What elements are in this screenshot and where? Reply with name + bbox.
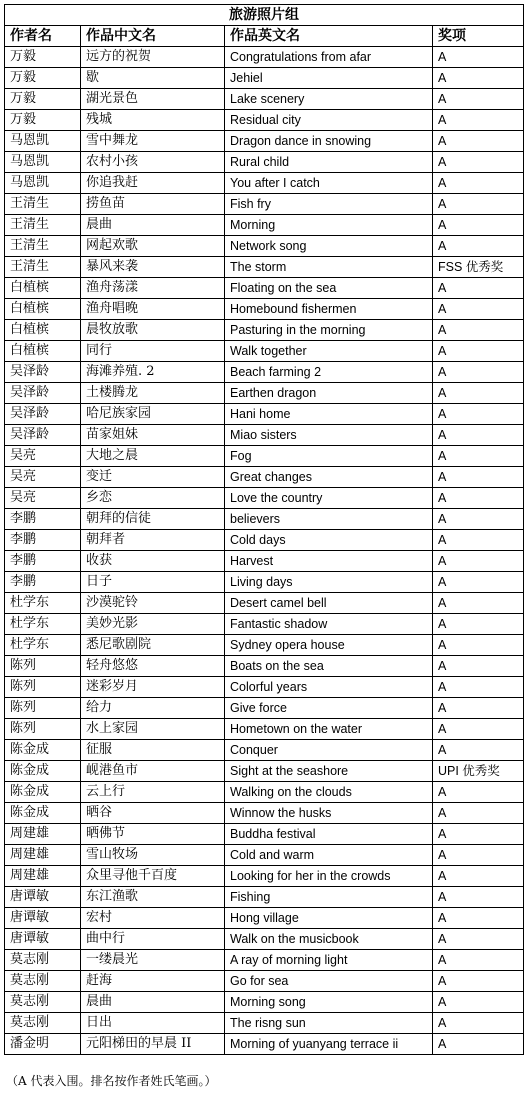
table-row bbox=[5, 68, 524, 89]
table-row bbox=[5, 509, 524, 530]
cell-author: 吴泽龄 bbox=[5, 404, 81, 425]
cell-author: 王清生 bbox=[5, 236, 81, 257]
cell-english-title: A ray of morning light bbox=[225, 950, 433, 971]
cell-english-title: Floating on the sea bbox=[225, 278, 433, 299]
table-row bbox=[5, 467, 524, 488]
cell-chinese-title: 朝拜者 bbox=[81, 530, 225, 551]
table-row bbox=[5, 320, 524, 341]
cell-author: 王清生 bbox=[5, 257, 81, 278]
cell-award: A bbox=[433, 635, 524, 656]
table-row bbox=[5, 488, 524, 509]
cell-author: 陈金成 bbox=[5, 761, 81, 782]
table-row bbox=[5, 1013, 524, 1034]
cell-author: 陈金成 bbox=[5, 782, 81, 803]
cell-chinese-title: 大地之晨 bbox=[81, 446, 225, 467]
table-row bbox=[5, 152, 524, 173]
table-row bbox=[5, 950, 524, 971]
cell-english-title: Hometown on the water bbox=[225, 719, 433, 740]
cell-english-title: Desert camel bell bbox=[225, 593, 433, 614]
table-row bbox=[5, 614, 524, 635]
cell-english-title: Fantastic shadow bbox=[225, 614, 433, 635]
table-row bbox=[5, 866, 524, 887]
cell-author: 陈列 bbox=[5, 677, 81, 698]
cell-award: A bbox=[433, 908, 524, 929]
table-row bbox=[5, 908, 524, 929]
cell-english-title: Colorful years bbox=[225, 677, 433, 698]
cell-english-title: Great changes bbox=[225, 467, 433, 488]
cell-award: A bbox=[433, 530, 524, 551]
cell-author: 周建雄 bbox=[5, 866, 81, 887]
cell-award: A bbox=[433, 341, 524, 362]
table-row bbox=[5, 236, 524, 257]
cell-english-title: Congratulations from afar bbox=[225, 47, 433, 68]
table-row bbox=[5, 215, 524, 236]
cell-author: 吴泽龄 bbox=[5, 383, 81, 404]
cell-english-title: Fog bbox=[225, 446, 433, 467]
cell-english-title: Jehiel bbox=[225, 68, 433, 89]
table-row bbox=[5, 1034, 524, 1055]
cell-chinese-title: 迷彩岁月 bbox=[81, 677, 225, 698]
cell-english-title: Looking for her in the crowds bbox=[225, 866, 433, 887]
cell-award: A bbox=[433, 488, 524, 509]
table-body bbox=[5, 47, 524, 1055]
cell-chinese-title: 众里寻他千百度 bbox=[81, 866, 225, 887]
cell-author: 白植槟 bbox=[5, 278, 81, 299]
cell-author: 李鹏 bbox=[5, 572, 81, 593]
table-row bbox=[5, 257, 524, 278]
cell-award: A bbox=[433, 740, 524, 761]
cell-english-title: Go for sea bbox=[225, 971, 433, 992]
cell-chinese-title: 晒谷 bbox=[81, 803, 225, 824]
cell-author: 李鹏 bbox=[5, 530, 81, 551]
cell-english-title: Love the country bbox=[225, 488, 433, 509]
cell-chinese-title: 征服 bbox=[81, 740, 225, 761]
table-row bbox=[5, 572, 524, 593]
cell-award: A bbox=[433, 425, 524, 446]
table-row bbox=[5, 341, 524, 362]
table-row bbox=[5, 929, 524, 950]
table-row bbox=[5, 425, 524, 446]
cell-english-title: Homebound fishermen bbox=[225, 299, 433, 320]
table-row bbox=[5, 194, 524, 215]
cell-author: 白植槟 bbox=[5, 320, 81, 341]
cell-english-title: Sydney opera house bbox=[225, 635, 433, 656]
cell-english-title: Walk together bbox=[225, 341, 433, 362]
cell-author: 潘金明 bbox=[5, 1034, 81, 1055]
cell-award: A bbox=[433, 1034, 524, 1055]
cell-chinese-title: 美妙光影 bbox=[81, 614, 225, 635]
cell-author: 吴亮 bbox=[5, 467, 81, 488]
cell-chinese-title: 暴风来袭 bbox=[81, 257, 225, 278]
cell-award: A bbox=[433, 614, 524, 635]
cell-author: 万毅 bbox=[5, 68, 81, 89]
table-row bbox=[5, 110, 524, 131]
cell-award: A bbox=[433, 509, 524, 530]
cell-award: A bbox=[433, 152, 524, 173]
cell-chinese-title: 远方的祝贺 bbox=[81, 47, 225, 68]
cell-english-title: Residual city bbox=[225, 110, 433, 131]
cell-english-title: Morning song bbox=[225, 992, 433, 1013]
table-row bbox=[5, 530, 524, 551]
table-row bbox=[5, 887, 524, 908]
cell-chinese-title: 晨牧放歌 bbox=[81, 320, 225, 341]
table-row bbox=[5, 782, 524, 803]
cell-english-title: Hong village bbox=[225, 908, 433, 929]
cell-english-title: Fishing bbox=[225, 887, 433, 908]
cell-author: 李鹏 bbox=[5, 551, 81, 572]
cell-english-title: Dragon dance in snowing bbox=[225, 131, 433, 152]
cell-english-title: Walking on the clouds bbox=[225, 782, 433, 803]
cell-chinese-title: 苗家姐妹 bbox=[81, 425, 225, 446]
cell-chinese-title: 同行 bbox=[81, 341, 225, 362]
cell-award: A bbox=[433, 887, 524, 908]
cell-award: A bbox=[433, 89, 524, 110]
cell-author: 马恩凯 bbox=[5, 131, 81, 152]
cell-chinese-title: 岘港鱼市 bbox=[81, 761, 225, 782]
cell-award: A bbox=[433, 110, 524, 131]
cell-english-title: Boats on the sea bbox=[225, 656, 433, 677]
cell-award: A bbox=[433, 278, 524, 299]
cell-chinese-title: 捞鱼苗 bbox=[81, 194, 225, 215]
cell-author: 李鹏 bbox=[5, 509, 81, 530]
table-row bbox=[5, 278, 524, 299]
cell-chinese-title: 赶海 bbox=[81, 971, 225, 992]
cell-chinese-title: 沙漠驼铃 bbox=[81, 593, 225, 614]
cell-author: 莫志刚 bbox=[5, 992, 81, 1013]
cell-chinese-title: 雪山牧场 bbox=[81, 845, 225, 866]
cell-chinese-title: 渔舟荡漾 bbox=[81, 278, 225, 299]
cell-chinese-title: 海滩养殖. 2 bbox=[81, 362, 225, 383]
cell-english-title: Pasturing in the morning bbox=[225, 320, 433, 341]
cell-author: 万毅 bbox=[5, 110, 81, 131]
cell-english-title: Walk on the musicbook bbox=[225, 929, 433, 950]
title-row bbox=[5, 5, 524, 26]
cell-award: A bbox=[433, 656, 524, 677]
table-row bbox=[5, 740, 524, 761]
header-author: 作者名 bbox=[5, 26, 81, 47]
cell-chinese-title: 云上行 bbox=[81, 782, 225, 803]
cell-author: 杜学东 bbox=[5, 614, 81, 635]
cell-award: FSS 优秀奖 bbox=[433, 257, 524, 278]
cell-chinese-title: 元阳梯田的早晨 II bbox=[81, 1034, 225, 1055]
table-row bbox=[5, 593, 524, 614]
cell-chinese-title: 给力 bbox=[81, 698, 225, 719]
cell-chinese-title: 宏村 bbox=[81, 908, 225, 929]
table-row bbox=[5, 635, 524, 656]
cell-award: A bbox=[433, 467, 524, 488]
cell-award: A bbox=[433, 299, 524, 320]
cell-award: A bbox=[433, 362, 524, 383]
table-row bbox=[5, 131, 524, 152]
cell-award: A bbox=[433, 677, 524, 698]
cell-award: A bbox=[433, 383, 524, 404]
cell-author: 莫志刚 bbox=[5, 1013, 81, 1034]
cell-chinese-title: 日出 bbox=[81, 1013, 225, 1034]
cell-author: 唐谭敏 bbox=[5, 929, 81, 950]
cell-chinese-title: 雪中舞龙 bbox=[81, 131, 225, 152]
table-row bbox=[5, 677, 524, 698]
cell-english-title: Buddha festival bbox=[225, 824, 433, 845]
cell-author: 王清生 bbox=[5, 194, 81, 215]
table-row bbox=[5, 551, 524, 572]
cell-author: 吴泽龄 bbox=[5, 362, 81, 383]
cell-english-title: The storm bbox=[225, 257, 433, 278]
table-row bbox=[5, 89, 524, 110]
cell-award: A bbox=[433, 803, 524, 824]
cell-english-title: You after I catch bbox=[225, 173, 433, 194]
cell-author: 万毅 bbox=[5, 89, 81, 110]
cell-english-title: Morning of yuanyang terrace ii bbox=[225, 1034, 433, 1055]
cell-chinese-title: 湖光景色 bbox=[81, 89, 225, 110]
table-row bbox=[5, 698, 524, 719]
table-row bbox=[5, 992, 524, 1013]
cell-award: A bbox=[433, 68, 524, 89]
table-row bbox=[5, 803, 524, 824]
cell-chinese-title: 网起欢歌 bbox=[81, 236, 225, 257]
cell-award: A bbox=[433, 173, 524, 194]
cell-award: A bbox=[433, 572, 524, 593]
cell-author: 唐谭敏 bbox=[5, 908, 81, 929]
header-english-title: 作品英文名 bbox=[225, 26, 433, 47]
cell-chinese-title: 农村小孩 bbox=[81, 152, 225, 173]
cell-award: A bbox=[433, 194, 524, 215]
cell-award: A bbox=[433, 236, 524, 257]
cell-chinese-title: 朝拜的信徒 bbox=[81, 509, 225, 530]
cell-author: 王清生 bbox=[5, 215, 81, 236]
results-table bbox=[4, 4, 524, 1055]
cell-chinese-title: 晨曲 bbox=[81, 215, 225, 236]
cell-award: A bbox=[433, 929, 524, 950]
cell-award: A bbox=[433, 950, 524, 971]
cell-english-title: Cold days bbox=[225, 530, 433, 551]
header-award: 奖项 bbox=[433, 26, 524, 47]
table-row bbox=[5, 971, 524, 992]
cell-author: 陈列 bbox=[5, 656, 81, 677]
cell-chinese-title: 东江渔歌 bbox=[81, 887, 225, 908]
cell-chinese-title: 晨曲 bbox=[81, 992, 225, 1013]
table-row bbox=[5, 719, 524, 740]
cell-award: A bbox=[433, 131, 524, 152]
cell-english-title: Cold and warm bbox=[225, 845, 433, 866]
cell-chinese-title: 日子 bbox=[81, 572, 225, 593]
cell-award: A bbox=[433, 971, 524, 992]
cell-chinese-title: 晒佛节 bbox=[81, 824, 225, 845]
cell-author: 杜学东 bbox=[5, 635, 81, 656]
table-row bbox=[5, 299, 524, 320]
cell-award: A bbox=[433, 698, 524, 719]
cell-english-title: Miao sisters bbox=[225, 425, 433, 446]
cell-award: UPI 优秀奖 bbox=[433, 761, 524, 782]
table-row bbox=[5, 446, 524, 467]
cell-english-title: Conquer bbox=[225, 740, 433, 761]
cell-award: A bbox=[433, 404, 524, 425]
cell-chinese-title: 渔舟唱晚 bbox=[81, 299, 225, 320]
cell-english-title: Fish fry bbox=[225, 194, 433, 215]
cell-author: 陈列 bbox=[5, 719, 81, 740]
cell-award: A bbox=[433, 719, 524, 740]
cell-chinese-title: 曲中行 bbox=[81, 929, 225, 950]
cell-chinese-title: 收获 bbox=[81, 551, 225, 572]
cell-english-title: Lake scenery bbox=[225, 89, 433, 110]
cell-author: 马恩凯 bbox=[5, 152, 81, 173]
cell-author: 吴亮 bbox=[5, 488, 81, 509]
cell-chinese-title: 一缕晨光 bbox=[81, 950, 225, 971]
header-chinese-title: 作品中文名 bbox=[81, 26, 225, 47]
header-row bbox=[5, 26, 524, 47]
cell-author: 陈金成 bbox=[5, 740, 81, 761]
cell-author: 白植槟 bbox=[5, 341, 81, 362]
cell-author: 周建雄 bbox=[5, 845, 81, 866]
cell-award: A bbox=[433, 215, 524, 236]
cell-award: A bbox=[433, 47, 524, 68]
cell-chinese-title: 变迁 bbox=[81, 467, 225, 488]
cell-chinese-title: 残城 bbox=[81, 110, 225, 131]
cell-english-title: Give force bbox=[225, 698, 433, 719]
cell-award: A bbox=[433, 845, 524, 866]
cell-author: 莫志刚 bbox=[5, 950, 81, 971]
cell-english-title: Network song bbox=[225, 236, 433, 257]
cell-author: 周建雄 bbox=[5, 824, 81, 845]
cell-english-title: Beach farming 2 bbox=[225, 362, 433, 383]
cell-english-title: Winnow the husks bbox=[225, 803, 433, 824]
cell-award: A bbox=[433, 1013, 524, 1034]
cell-chinese-title: 土楼腾龙 bbox=[81, 383, 225, 404]
table-row bbox=[5, 845, 524, 866]
cell-chinese-title: 乡恋 bbox=[81, 488, 225, 509]
cell-english-title: Hani home bbox=[225, 404, 433, 425]
table-row bbox=[5, 362, 524, 383]
cell-award: A bbox=[433, 824, 524, 845]
cell-author: 万毅 bbox=[5, 47, 81, 68]
cell-english-title: Living days bbox=[225, 572, 433, 593]
cell-english-title: Morning bbox=[225, 215, 433, 236]
cell-author: 陈列 bbox=[5, 698, 81, 719]
cell-english-title: believers bbox=[225, 509, 433, 530]
cell-author: 马恩凯 bbox=[5, 173, 81, 194]
cell-author: 杜学东 bbox=[5, 593, 81, 614]
cell-award: A bbox=[433, 551, 524, 572]
cell-chinese-title: 轻舟悠悠 bbox=[81, 656, 225, 677]
table-title: 旅游照片组 bbox=[5, 5, 524, 26]
cell-chinese-title: 歇 bbox=[81, 68, 225, 89]
cell-chinese-title: 哈尼族家园 bbox=[81, 404, 225, 425]
table-row bbox=[5, 173, 524, 194]
cell-author: 吴泽龄 bbox=[5, 425, 81, 446]
cell-award: A bbox=[433, 320, 524, 341]
cell-chinese-title: 你追我赶 bbox=[81, 173, 225, 194]
cell-chinese-title: 水上家园 bbox=[81, 719, 225, 740]
cell-award: A bbox=[433, 866, 524, 887]
table-row bbox=[5, 47, 524, 68]
cell-english-title: Sight at the seashore bbox=[225, 761, 433, 782]
cell-award: A bbox=[433, 992, 524, 1013]
table-row bbox=[5, 761, 524, 782]
table-row bbox=[5, 383, 524, 404]
cell-author: 陈金成 bbox=[5, 803, 81, 824]
cell-author: 白植槟 bbox=[5, 299, 81, 320]
table-row bbox=[5, 404, 524, 425]
cell-chinese-title: 悉尼歌剧院 bbox=[81, 635, 225, 656]
cell-author: 莫志刚 bbox=[5, 971, 81, 992]
cell-english-title: Harvest bbox=[225, 551, 433, 572]
footnote: （A 代表入围。排名按作者姓氏笔画。） bbox=[6, 1074, 217, 1088]
cell-english-title: Rural child bbox=[225, 152, 433, 173]
table-row bbox=[5, 656, 524, 677]
cell-award: A bbox=[433, 446, 524, 467]
cell-author: 唐谭敏 bbox=[5, 887, 81, 908]
cell-author: 吴亮 bbox=[5, 446, 81, 467]
cell-english-title: Earthen dragon bbox=[225, 383, 433, 404]
table-row bbox=[5, 824, 524, 845]
cell-award: A bbox=[433, 782, 524, 803]
cell-award: A bbox=[433, 593, 524, 614]
cell-english-title: The risng sun bbox=[225, 1013, 433, 1034]
